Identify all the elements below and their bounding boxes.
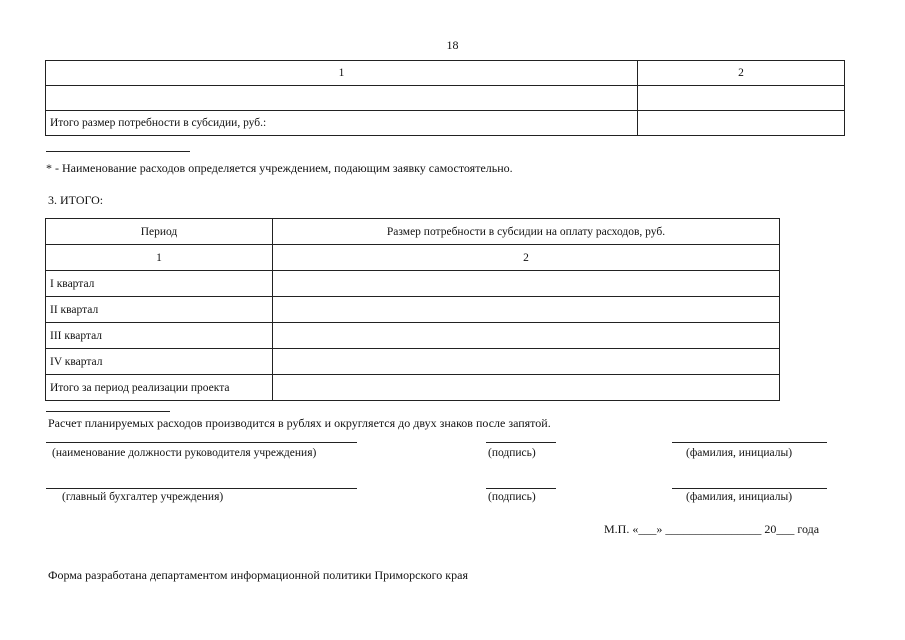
head-position-line — [46, 442, 357, 443]
period-cell: IV квартал — [46, 349, 273, 375]
period-cell: II квартал — [46, 297, 273, 323]
period-cell: III квартал — [46, 323, 273, 349]
table-cell — [46, 86, 638, 111]
section-title: 3. ИТОГО: — [48, 193, 104, 207]
name-caption: (фамилия, инициалы) — [686, 447, 793, 459]
chief-accountant-line — [46, 488, 357, 489]
note-separator — [46, 411, 170, 412]
form-footer: Форма разработана департаментом информационной политики Приморского края — [48, 568, 468, 582]
name-line — [672, 488, 827, 489]
name-line — [672, 442, 827, 443]
totals-table — [45, 218, 780, 401]
table-row-total — [46, 111, 845, 136]
period-cell: I квартал — [46, 271, 273, 297]
period-cell: Итого за период реализации проекта — [46, 375, 273, 401]
column-number-2: 2 — [638, 61, 845, 86]
table-row-total — [46, 375, 780, 401]
table-row — [46, 323, 780, 349]
table-number-row — [46, 245, 780, 271]
column-number-2: 2 — [273, 245, 780, 271]
period-header: Период — [46, 219, 273, 245]
table-header-row — [46, 61, 845, 86]
total-label: Итого размер потребности в субсидии, руб.: — [46, 111, 638, 136]
table-row — [46, 349, 780, 375]
table-row — [46, 271, 780, 297]
amount-cell — [273, 323, 780, 349]
column-number-1: 1 — [46, 61, 638, 86]
chief-accountant-caption: (главный бухгалтер учреждения) — [62, 491, 224, 503]
stamp-date-line: М.П. «___» ________________ 20___ года — [604, 522, 820, 536]
total-value — [638, 111, 845, 136]
table-row — [46, 297, 780, 323]
expenses-table — [45, 60, 845, 136]
amount-cell — [273, 375, 780, 401]
footnote-separator — [46, 151, 190, 152]
signature-caption: (подпись) — [488, 447, 536, 459]
calculation-note: Расчет планируемых расходов производится в рублях и округляется до двух знаков после запятой. — [48, 416, 551, 430]
amount-header: Размер потребности в субсидии на оплату расходов, руб. — [273, 219, 780, 245]
table-header-row — [46, 219, 780, 245]
name-caption: (фамилия, инициалы) — [686, 491, 793, 503]
page-number: 18 — [446, 38, 459, 52]
signature-line — [486, 442, 556, 443]
table-row — [46, 86, 845, 111]
column-number-1: 1 — [46, 245, 273, 271]
signature-line — [486, 488, 556, 489]
amount-cell — [273, 271, 780, 297]
amount-cell — [273, 297, 780, 323]
signature-caption: (подпись) — [488, 491, 536, 503]
amount-cell — [273, 349, 780, 375]
footnote: * - Наименование расходов определяется учреждением, подающим заявку самостоятельно. — [46, 161, 513, 175]
table-cell — [638, 86, 845, 111]
head-position-caption: (наименование должности руководителя учреждения) — [52, 447, 317, 459]
